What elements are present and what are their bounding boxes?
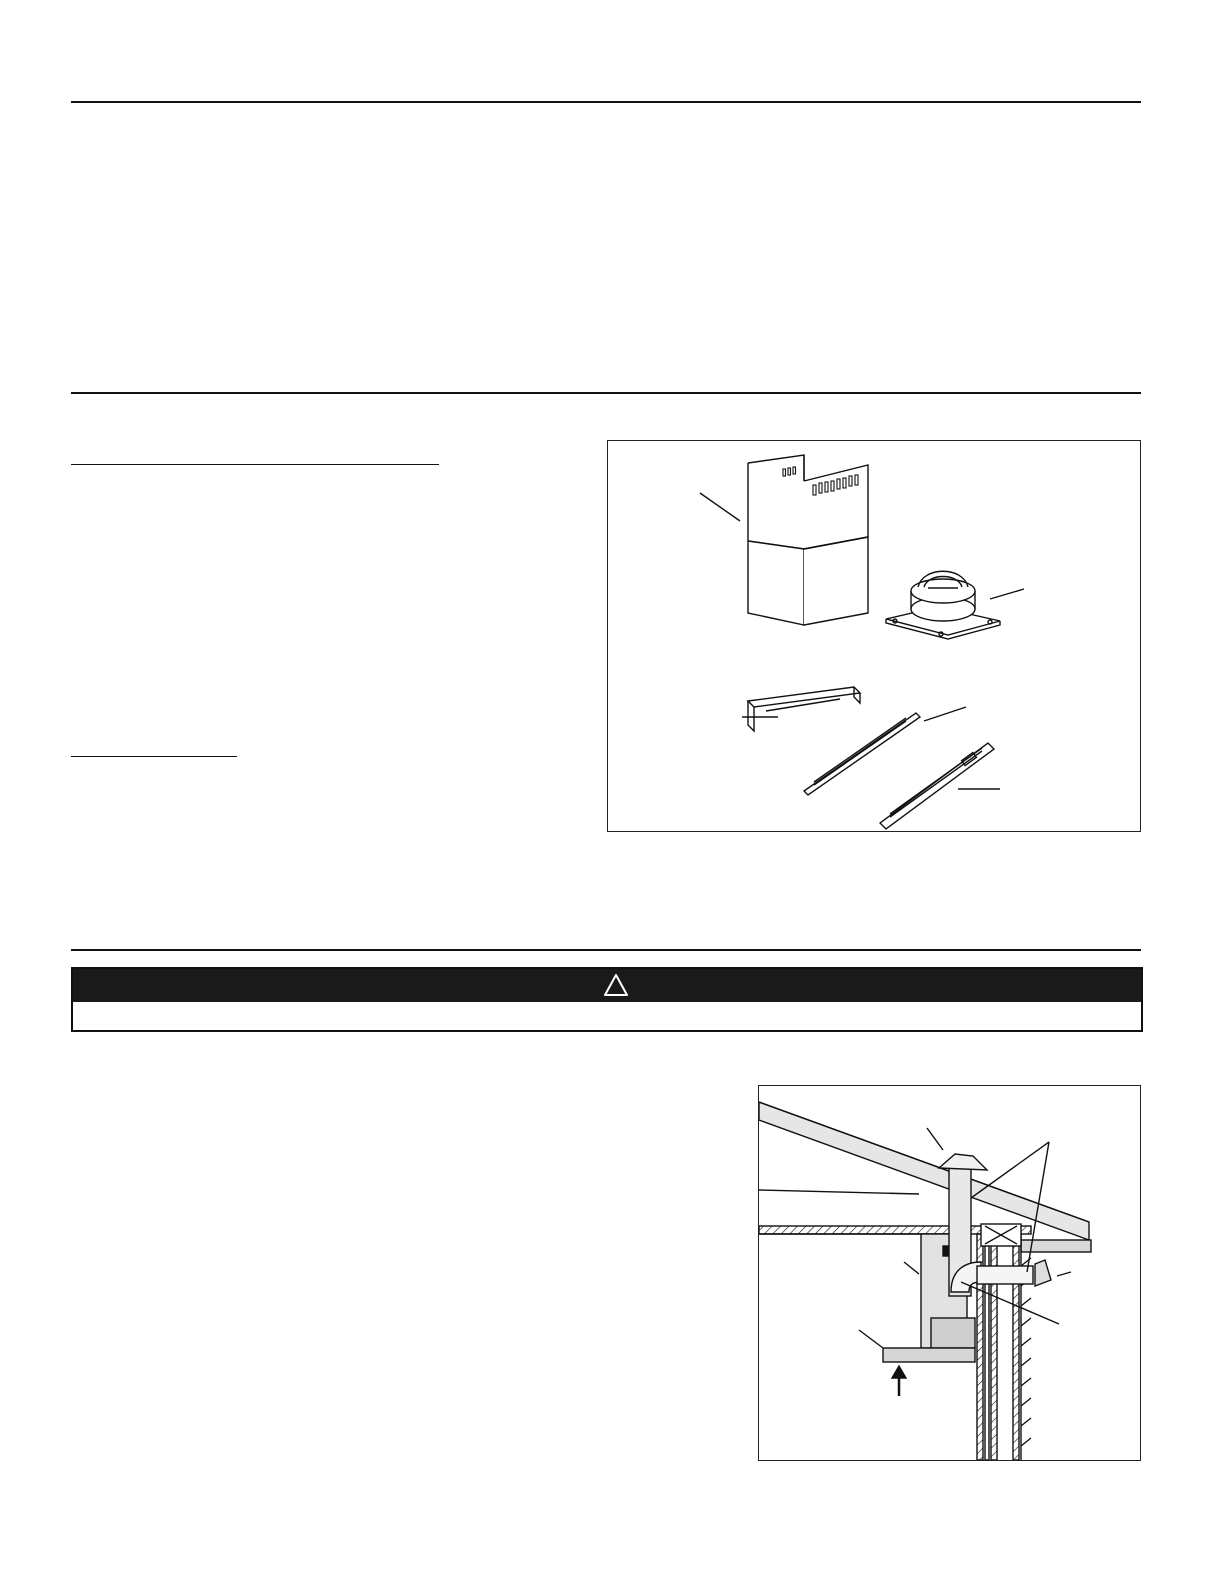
parts-kit-figure <box>607 440 1141 832</box>
warning-banner <box>71 967 1143 1032</box>
subheading-underline-1 <box>71 464 439 465</box>
section-divider-middle <box>71 392 1141 394</box>
section-divider-top <box>71 101 1141 103</box>
roof-venting-installation-icon <box>759 1086 1140 1460</box>
warning-body <box>73 1002 1141 1030</box>
warning-triangle-icon <box>603 972 629 998</box>
venting-figure <box>758 1085 1141 1461</box>
section-divider-bottom <box>71 949 1141 951</box>
warning-header-bar <box>73 969 1141 1002</box>
chimney-kit-parts-icon <box>608 441 1140 831</box>
subheading-underline-2 <box>71 756 237 757</box>
